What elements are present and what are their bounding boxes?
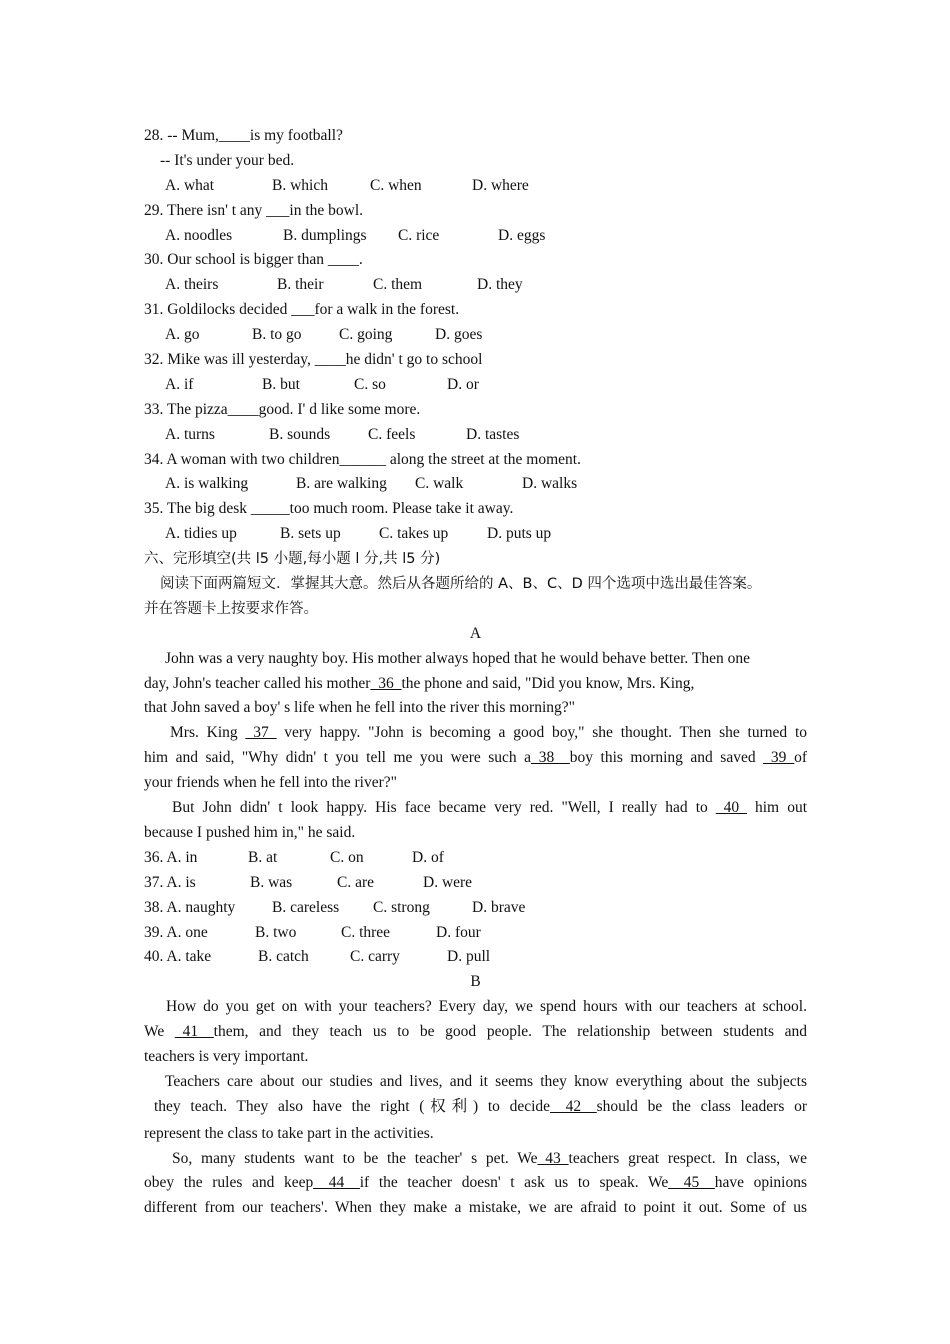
option-c[interactable]: C. feels xyxy=(368,425,416,443)
question-34: 34. A woman with two children______ along the street at the moment. xyxy=(144,450,581,468)
question-33: 33. The pizza____good. I' d like some more. xyxy=(144,400,421,418)
passage-a-title: A xyxy=(469,624,482,642)
passage-a-line: him and said, "Why didn' t you tell me you were such a_38__boy this morning and saved _39_of xyxy=(144,749,807,767)
passage-b-line: represent the class to take part in the activities. xyxy=(144,1124,434,1142)
blank-40[interactable]: _40_ xyxy=(715,799,747,817)
question-28-options xyxy=(144,174,807,199)
option-c[interactable]: C. when xyxy=(370,176,422,194)
blank-36[interactable]: _36_ xyxy=(370,674,402,692)
option-b[interactable]: B. sets up xyxy=(280,525,341,543)
option-a[interactable]: A. is walking xyxy=(165,475,249,493)
passage-b-line: teachers is very important. xyxy=(144,1047,309,1065)
blank-43[interactable]: _43_ xyxy=(537,1149,569,1167)
question-31: 31. Goldilocks decided ___for a walk in the forest. xyxy=(144,301,460,319)
option-b[interactable]: B. which xyxy=(272,176,328,194)
option-b[interactable]: B. catch xyxy=(258,948,309,966)
option-d[interactable]: D. they xyxy=(477,276,523,294)
option-d[interactable]: D. where xyxy=(472,176,529,194)
section-instructions: 阅读下面两篇短文．掌握其大意。然后从各题所给的 A、B、C、D 四个选项中选出最佳答案。 xyxy=(160,576,762,593)
option-c[interactable]: C. them xyxy=(373,276,423,294)
passage-b-line: Teachers care about our studies and lives, and it seems they know everything about the subjects xyxy=(165,1072,807,1090)
question-35: 35. The big desk _____too much room. Please take it away. xyxy=(144,500,514,518)
blank-38[interactable]: _38__ xyxy=(531,749,570,767)
section-heading: 六、完形填空(共 l5 小题,每小题 l 分,共 l5 分) xyxy=(144,551,441,568)
section-instructions-cont: 并在答题卡上按要求作答。 xyxy=(144,600,318,617)
question-29-options xyxy=(144,224,807,249)
option-a[interactable]: 37. A. is xyxy=(144,873,196,891)
blank-44[interactable]: __44__ xyxy=(313,1174,360,1192)
question-39 xyxy=(144,921,807,946)
passage-a-line: John was a very naughty boy. His mother always hoped that he would behave better. Then one xyxy=(165,649,750,667)
question-34-options xyxy=(144,472,807,497)
question-35-options xyxy=(144,522,807,547)
option-b[interactable]: B. careless xyxy=(272,898,340,916)
question-28: 28. -- Mum,____is my football? xyxy=(144,127,343,144)
option-b[interactable]: B. sounds xyxy=(269,425,331,443)
option-c[interactable]: C. carry xyxy=(350,948,400,966)
option-d[interactable]: D. goes xyxy=(435,326,483,344)
passage-a-line: your friends when he fell into the river?" xyxy=(144,774,397,792)
blank-37[interactable]: _37_ xyxy=(245,724,277,742)
option-a[interactable]: 36. A. in xyxy=(144,848,198,866)
question-40 xyxy=(144,945,807,970)
question-32: 32. Mike was ill yesterday, ____he didn' t go to school xyxy=(144,351,483,369)
question-28-answer-line: -- It's under your bed. xyxy=(160,151,295,169)
option-a[interactable]: A. turns xyxy=(165,425,215,443)
option-d[interactable]: D. pull xyxy=(447,948,491,966)
option-b[interactable]: B. was xyxy=(250,873,293,891)
option-b[interactable]: B. dumplings xyxy=(283,226,367,244)
blank-41[interactable]: _41__ xyxy=(174,1023,214,1041)
question-30: 30. Our school is bigger than ____. xyxy=(144,251,363,269)
passage-b-line: they teach. They also have the right (权利) to decide__42__should be the class leaders or xyxy=(154,1097,807,1115)
option-c[interactable]: C. walk xyxy=(415,475,464,493)
passage-b-title: B xyxy=(470,973,481,991)
option-c[interactable]: C. going xyxy=(339,326,393,344)
question-33-options xyxy=(144,423,807,448)
option-a[interactable]: A. if xyxy=(165,375,194,393)
passage-b-line: obey the rules and keep__44__if the teacher doesn' t ask us to speak. We__45__have opinions xyxy=(144,1174,807,1192)
option-b[interactable]: B. are walking xyxy=(296,475,387,493)
option-d[interactable]: D. walks xyxy=(522,475,578,493)
passage-a-line: But John didn' t look happy. His face became very red. "Well, I really had to _40_ him out xyxy=(172,799,807,817)
option-b[interactable]: B. at xyxy=(248,848,278,866)
option-c[interactable]: C. on xyxy=(330,848,364,866)
passage-a-line: day, John's teacher called his mother_36_the phone and said, "Did you know, Mrs. King, xyxy=(144,674,695,692)
blank-45[interactable]: __45__ xyxy=(668,1174,715,1192)
question-30-options xyxy=(144,273,807,298)
option-b[interactable]: B. but xyxy=(262,375,300,393)
option-d[interactable]: D. were xyxy=(423,873,473,891)
option-c[interactable]: C. rice xyxy=(398,226,440,244)
option-b[interactable]: B. to go xyxy=(252,326,302,344)
option-d[interactable]: D. four xyxy=(436,923,481,941)
passage-b-line: We _41__them, and they teach us to be good people. The relationship between students and xyxy=(144,1023,807,1041)
option-b[interactable]: B. two xyxy=(255,923,297,941)
passage-a-line: that John saved a boy' s life when he fell into the river this morning?" xyxy=(144,699,575,717)
option-d[interactable]: D. eggs xyxy=(498,226,546,244)
blank-42[interactable]: __42__ xyxy=(550,1097,597,1115)
passage-a-line: Mrs. King _37_ very happy. "John is becoming a good boy," she thought. Then she turned to xyxy=(170,724,807,742)
question-31-options xyxy=(144,323,807,348)
question-38 xyxy=(144,896,807,921)
question-36 xyxy=(144,846,807,871)
option-a[interactable]: A. theirs xyxy=(165,276,219,294)
option-a[interactable]: A. noodles xyxy=(165,226,233,244)
option-c[interactable]: C. three xyxy=(341,923,391,941)
passage-a-line: because I pushed him in," he said. xyxy=(144,823,356,841)
option-a[interactable]: 38. A. naughty xyxy=(144,898,236,916)
option-a[interactable]: A. go xyxy=(165,326,200,344)
question-37 xyxy=(144,871,807,896)
passage-b-line: How do you get on with your teachers? Every day, we spend hours with our teachers at school. xyxy=(166,998,807,1016)
passage-b-line: So, many students want to be the teacher' s pet. We_43_teachers great respect. In class, we xyxy=(172,1149,807,1167)
option-d[interactable]: D. tastes xyxy=(466,425,520,443)
blank-39[interactable]: _39_ xyxy=(763,749,795,767)
passage-b-line: different from our teachers'. When they make a mistake, we are afraid to point it out. Some of us xyxy=(144,1199,807,1217)
option-d[interactable]: D. brave xyxy=(472,898,526,916)
question-29: 29. There isn' t any ___in the bowl. xyxy=(144,201,364,219)
option-a[interactable]: 40. A. take xyxy=(144,948,212,966)
option-d[interactable]: D. of xyxy=(412,848,444,866)
option-c[interactable]: C. strong xyxy=(373,898,430,916)
option-c[interactable]: C. so xyxy=(354,375,386,393)
option-c[interactable]: C. are xyxy=(337,873,375,891)
option-a[interactable]: A. what xyxy=(165,176,215,194)
option-a[interactable]: 39. A. one xyxy=(144,923,208,941)
option-d[interactable]: D. or xyxy=(447,375,479,393)
option-b[interactable]: B. their xyxy=(277,276,324,294)
exam-page xyxy=(144,124,807,1221)
option-a[interactable]: A. tidies up xyxy=(165,525,237,543)
question-32-options xyxy=(144,373,807,398)
option-c[interactable]: C. takes up xyxy=(379,525,449,543)
option-d[interactable]: D. puts up xyxy=(487,525,552,543)
